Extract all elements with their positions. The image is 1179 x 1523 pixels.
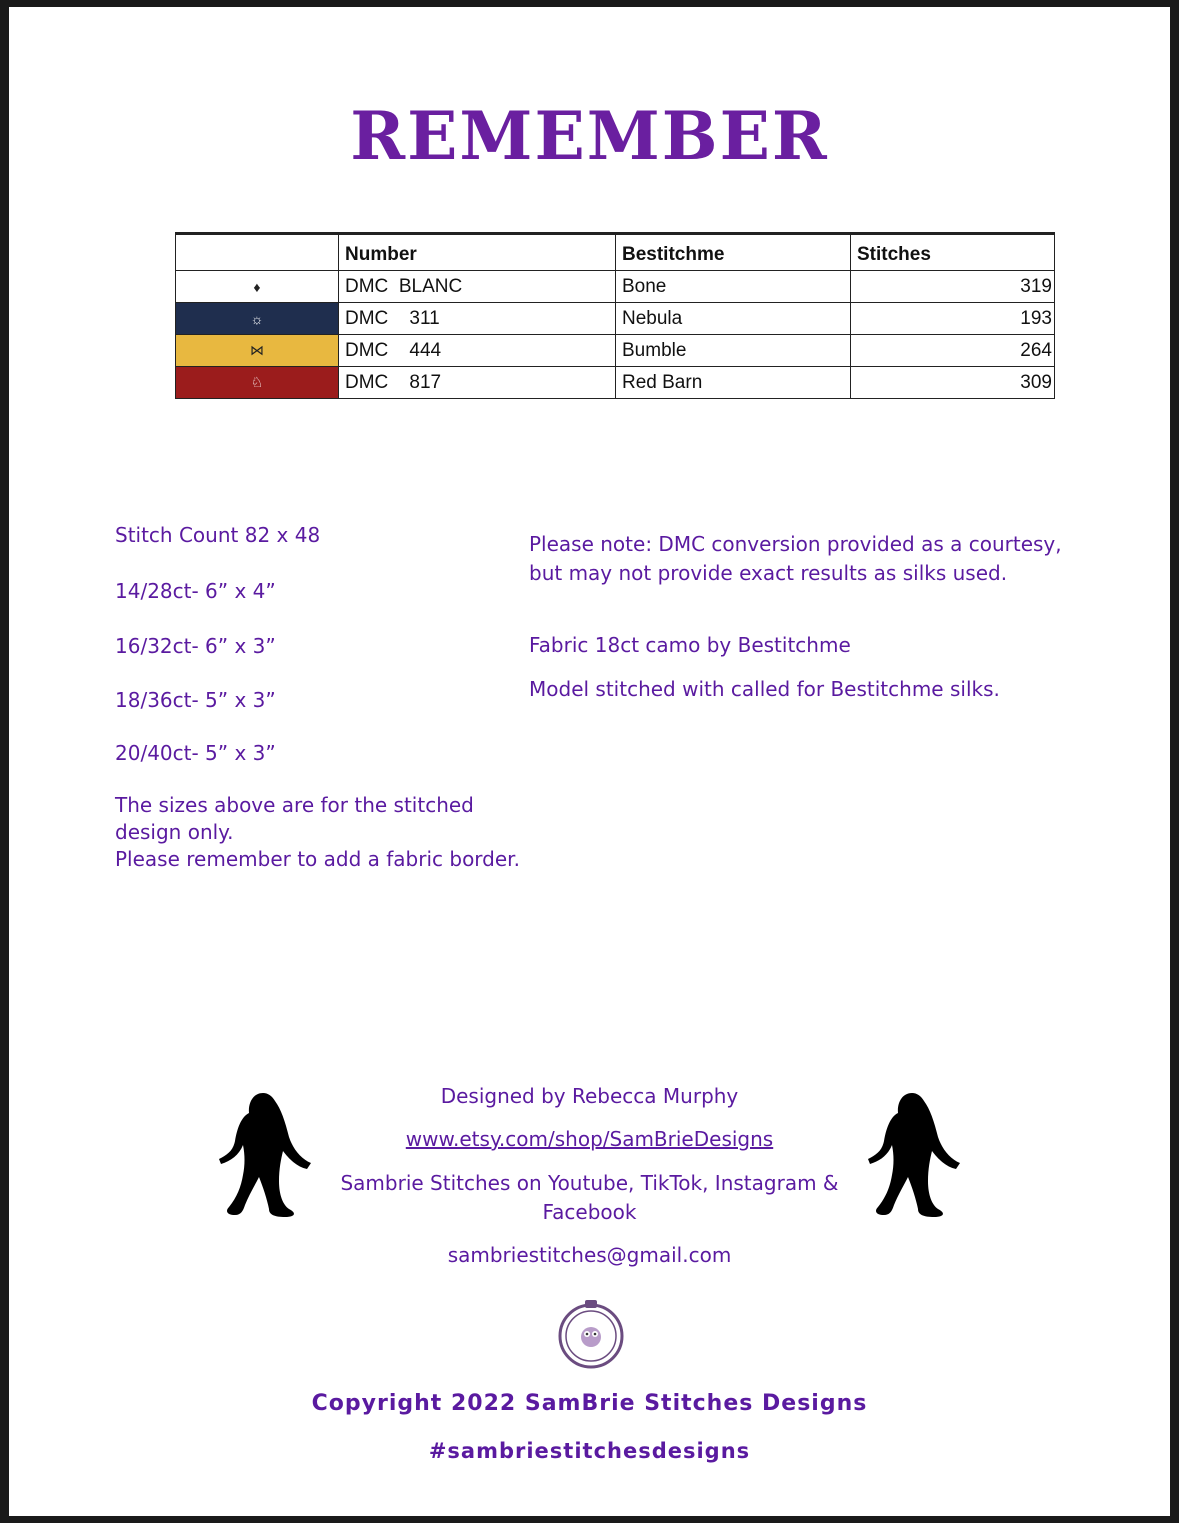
dmc-conversion-note: Please note: DMC conversion provided as a courtesy, but may not provide exact results as silks used. (529, 532, 1062, 585)
silk-name: Red Barn (616, 367, 851, 399)
dmc-number: DMC 311 (339, 303, 616, 335)
sambrie-stitches-logo (556, 1299, 626, 1369)
color-swatch-symbol: ♘ (176, 367, 339, 399)
size-note (115, 792, 520, 873)
table-row (176, 335, 1055, 367)
stitch-count: 309 (851, 367, 1055, 399)
header-number: Number (339, 234, 616, 271)
etsy-shop-link[interactable]: www.etsy.com/shop/SamBrieDesigns (405, 1127, 774, 1151)
table-header-row (176, 234, 1055, 271)
contact-email[interactable]: sambriestitches@gmail.com (447, 1243, 732, 1267)
thread-legend-table (175, 232, 1055, 399)
pattern-title: REMEMBER (350, 97, 829, 175)
stitch-count-text: Stitch Count 82 x 48 (115, 523, 321, 547)
header-bestitchme: Bestitchme (616, 234, 851, 271)
stitch-count: 193 (851, 303, 1055, 335)
pattern-page (9, 7, 1170, 1516)
silk-name: Bone (616, 271, 851, 303)
stitch-count: 319 (851, 271, 1055, 303)
size-note-line: Please remember to add a fabric border. (115, 847, 520, 871)
table-row (176, 303, 1055, 335)
size-note-line: design only. (115, 820, 234, 844)
dmc-number: DMC 817 (339, 367, 616, 399)
size-note-line: The sizes above are for the stitched (115, 793, 474, 817)
header-symbol (176, 234, 339, 271)
designer-credit: Designed by Rebecca Murphy (440, 1084, 739, 1108)
color-swatch-symbol: ☼ (176, 303, 339, 335)
silk-name: Nebula (616, 303, 851, 335)
size-14-28: 14/28ct- 6” x 4” (115, 579, 276, 603)
color-swatch-symbol: ♦ (176, 271, 339, 303)
dmc-number: DMC 444 (339, 335, 616, 367)
size-18-36: 18/36ct- 5” x 3” (115, 688, 276, 712)
header-stitches: Stitches (851, 234, 1055, 271)
table-row (176, 271, 1055, 303)
silk-name: Bumble (616, 335, 851, 367)
hashtag-text: #sambriestitchesdesigns (428, 1439, 751, 1463)
stitch-count: 264 (851, 335, 1055, 367)
dmc-number: DMC BLANC (339, 271, 616, 303)
copyright-text: Copyright 2022 SamBrie Stitches Designs (311, 1391, 868, 1416)
size-20-40: 20/40ct- 5” x 3” (115, 741, 276, 765)
model-note: Model stitched with called for Bestitchme silks. (529, 677, 1000, 701)
social-media-text: Sambrie Stitches on Youtube, TikTok, Instagram & Facebook (340, 1171, 839, 1224)
table-row (176, 367, 1055, 399)
size-16-32: 16/32ct- 6” x 3” (115, 634, 276, 658)
fabric-note: Fabric 18ct camo by Bestitchme (529, 633, 851, 657)
color-swatch-symbol: ⋈ (176, 335, 339, 367)
